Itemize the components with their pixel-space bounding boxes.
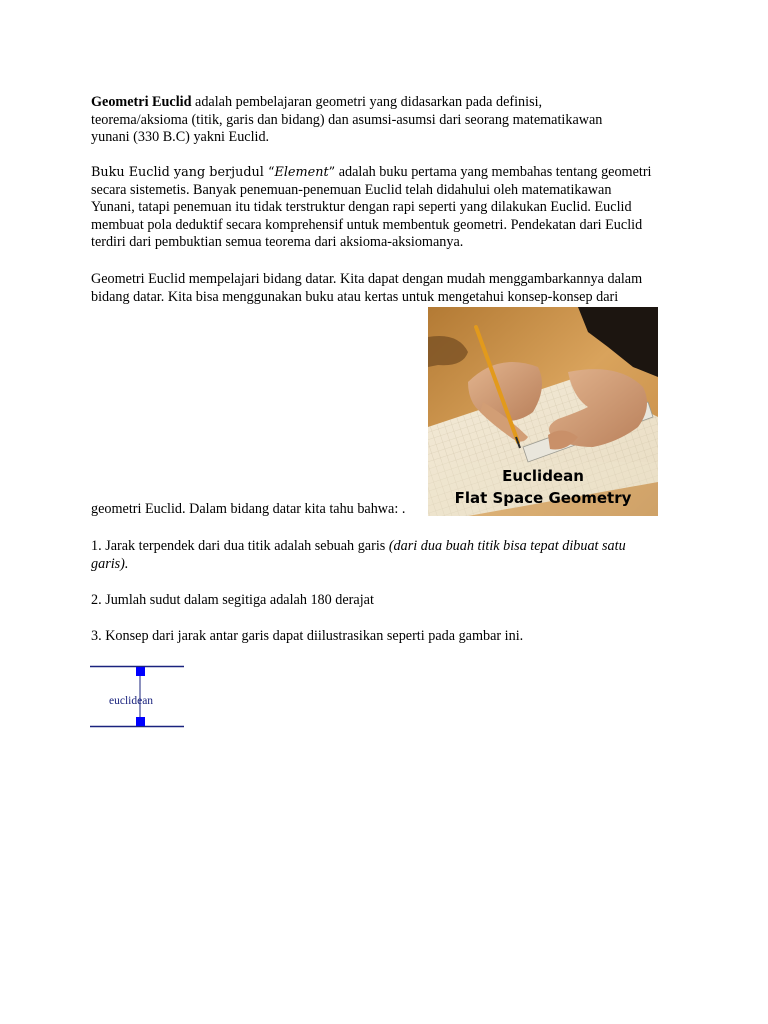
point-1 [91, 538, 691, 573]
flat-plane-paragraph [91, 271, 691, 306]
plane-line-1: Geometri Euclid mempelajari bidang datar. Kita dapat dengan mudah menggambarkannya dalam [91, 271, 643, 287]
intro-line-1: adalah pembelajaran geometri yang didasarkan pada definisi, [191, 94, 543, 110]
point-1-italic-end: garis). [91, 555, 129, 572]
close-quote: ” [328, 165, 336, 180]
point-3 [91, 628, 691, 646]
book-line-5: terdiri dari pembuktian semua teorema dari aksioma-aksiomanya. [91, 234, 464, 251]
plane-line-2: bidang datar. Kita bisa menggunakan buku atau kertas untuk mengetahui konsep-konsep dari [91, 288, 619, 305]
photo-caption-subtitle: Flat Space Geometry [454, 489, 632, 507]
intro-paragraph [91, 94, 691, 147]
open-quote: “ [267, 165, 275, 180]
bottom-endpoint-marker [136, 717, 145, 726]
intro-line-2: teorema/aksioma (titik, garis dan bidang) dan asumsi-asumsi dari seorang matematikawan [91, 111, 603, 128]
euclidean-geometry-photo [428, 307, 658, 516]
book-title: Element [274, 165, 329, 180]
plane-line-3: geometri Euclid. Dalam bidang datar kita tahu bahwa: . [91, 501, 406, 517]
point-2-text: 2. Jumlah sudut dalam segitiga adalah 180 derajat [91, 592, 374, 608]
point-2 [91, 592, 691, 610]
book-prefix: Buku Euclid yang berjudul [91, 165, 268, 180]
book-line-2: secara sistemetis. Banyak penemuan-penemuan Euclid telah didahului oleh matematikawan [91, 181, 612, 198]
top-endpoint-marker [136, 667, 145, 676]
element-book-paragraph [91, 164, 691, 252]
book-line-1: adalah buku pertama yang membahas tentang geometri [335, 164, 652, 180]
intro-term: Geometri Euclid [91, 94, 192, 110]
point-3-text: 3. Konsep dari jarak antar garis dapat diilustrasikan seperti pada gambar ini. [91, 628, 524, 644]
photo-caption-title: Euclidean [502, 467, 584, 485]
point-1-italic: (dari dua buah titik bisa tepat dibuat satu [388, 538, 626, 554]
euclidean-label: euclidean [109, 695, 154, 707]
book-line-4: membuat pola deduktif secara komprehensif untuk membentuk geometri. Pendekatan dari Euclid [91, 216, 643, 233]
book-line-3: Yunani, tatapi penemuan itu tidak terstruktur dengan rapi seperti yang dilakukan Euclid. Euclid [91, 199, 632, 216]
euclidean-distance-diagram [90, 660, 184, 730]
intro-line-3: yunani (330 B.C) yakni Euclid. [91, 129, 270, 146]
point-1-text: 1. Jarak terpendek dari dua titik adalah sebuah garis [91, 538, 389, 554]
